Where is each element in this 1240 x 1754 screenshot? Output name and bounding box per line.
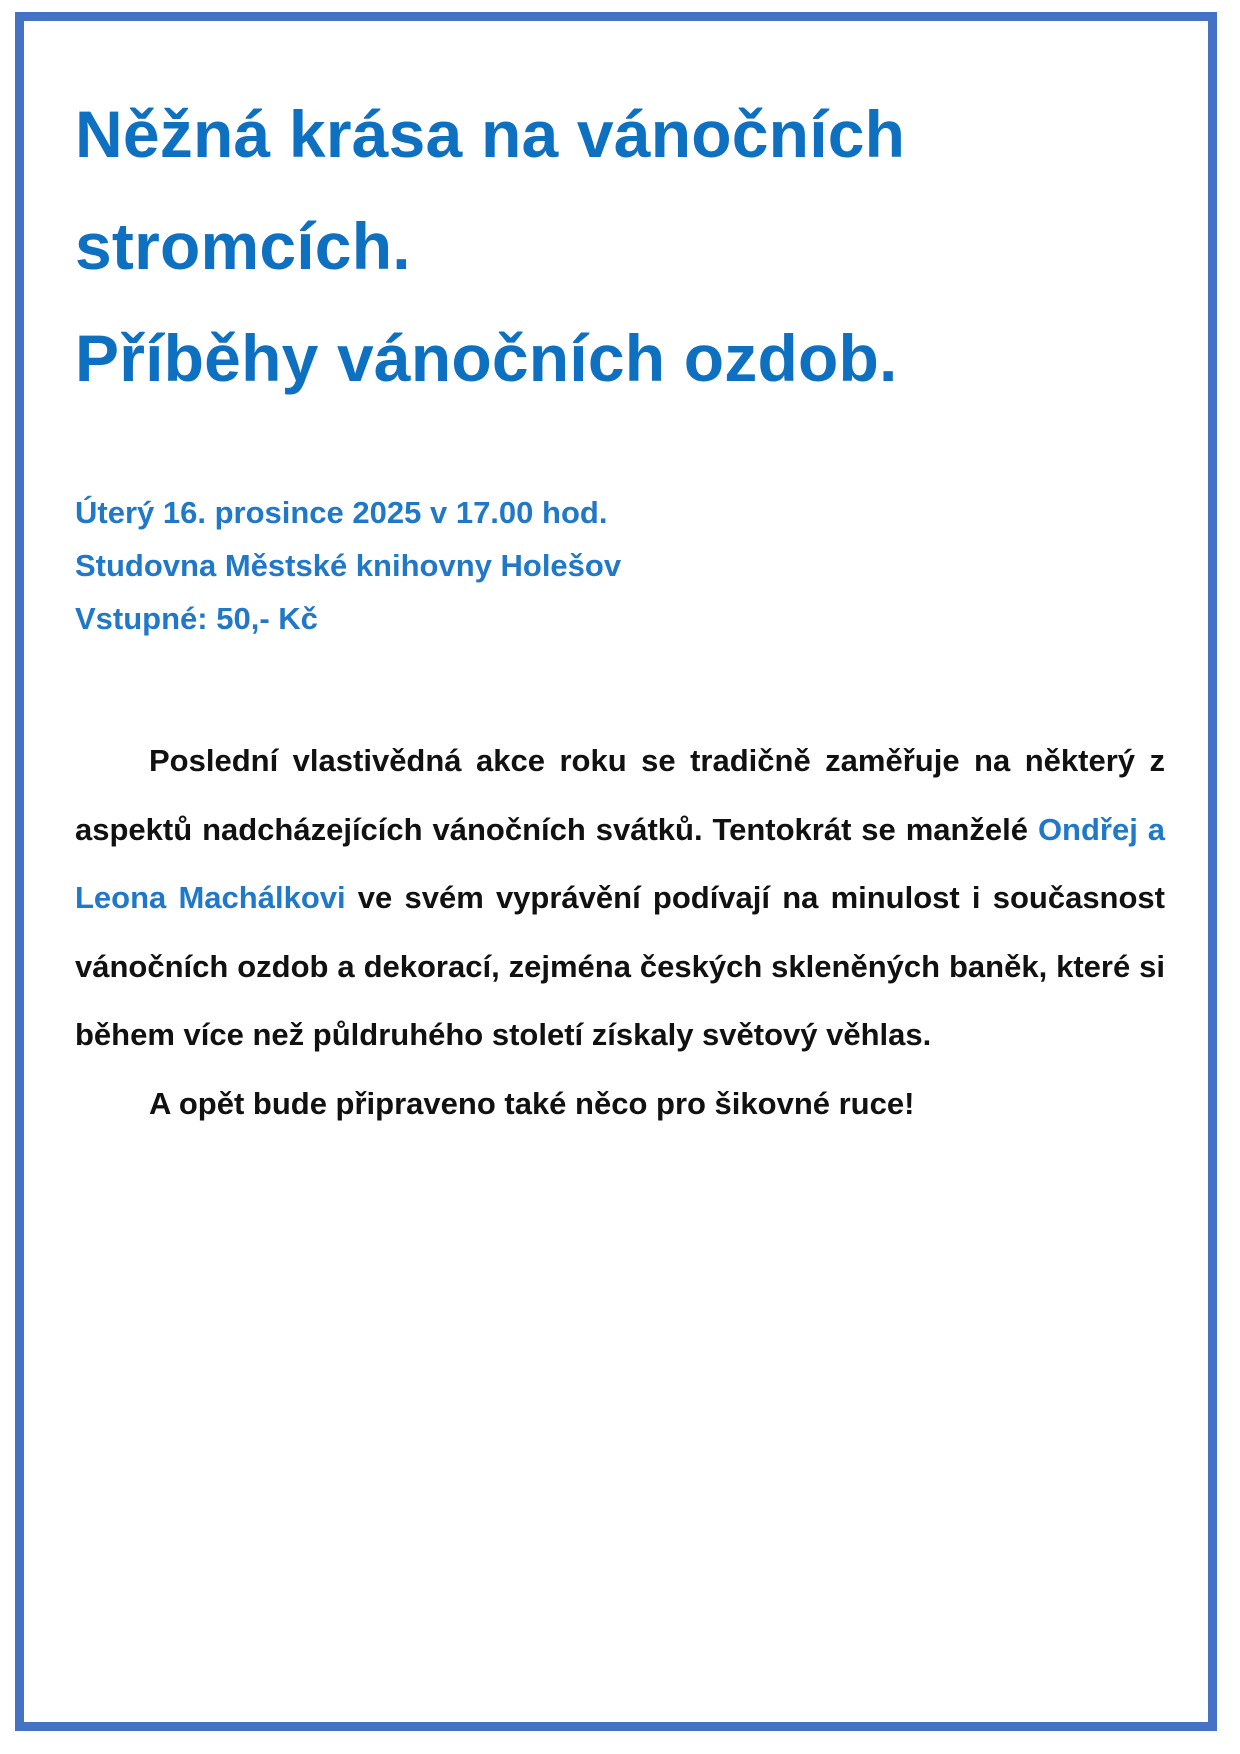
description-paragraph-2: A opět bude připraveno také něco pro šikovné ruce! bbox=[149, 1085, 915, 1121]
speaker-names: Ondřej a Leona Machálkovi bbox=[75, 811, 1165, 915]
title-line-2: stromcích. bbox=[75, 209, 411, 283]
description-text-start: Poslední vlastivědná akce roku se tradičně zaměřuje na některý z aspektů nadcházejících vánočních svátků. Tentokrát se manželé bbox=[75, 743, 1165, 847]
document-content bbox=[75, 78, 1165, 1138]
description-paragraph-1 bbox=[75, 727, 1165, 1070]
event-venue: Studovna Městské knihovny Holešov bbox=[75, 548, 622, 583]
event-admission: Vstupné: 50,- Kč bbox=[75, 601, 318, 636]
title-line-1: Něžná krása na vánočních bbox=[75, 97, 906, 171]
page-title bbox=[75, 78, 1165, 414]
event-info bbox=[75, 486, 1165, 645]
event-date: Úterý 16. prosince 2025 v 17.00 hod. bbox=[75, 495, 608, 530]
description-text-end: ve svém vyprávění podívají na minulost i současnost vánočních ozdob a dekorací, zejména českých skleněných baněk, které si během více než půldruhého století získaly světový věhlas. bbox=[75, 880, 1165, 1052]
event-description bbox=[75, 727, 1165, 1138]
title-line-3: Příběhy vánočních ozdob. bbox=[75, 321, 898, 395]
